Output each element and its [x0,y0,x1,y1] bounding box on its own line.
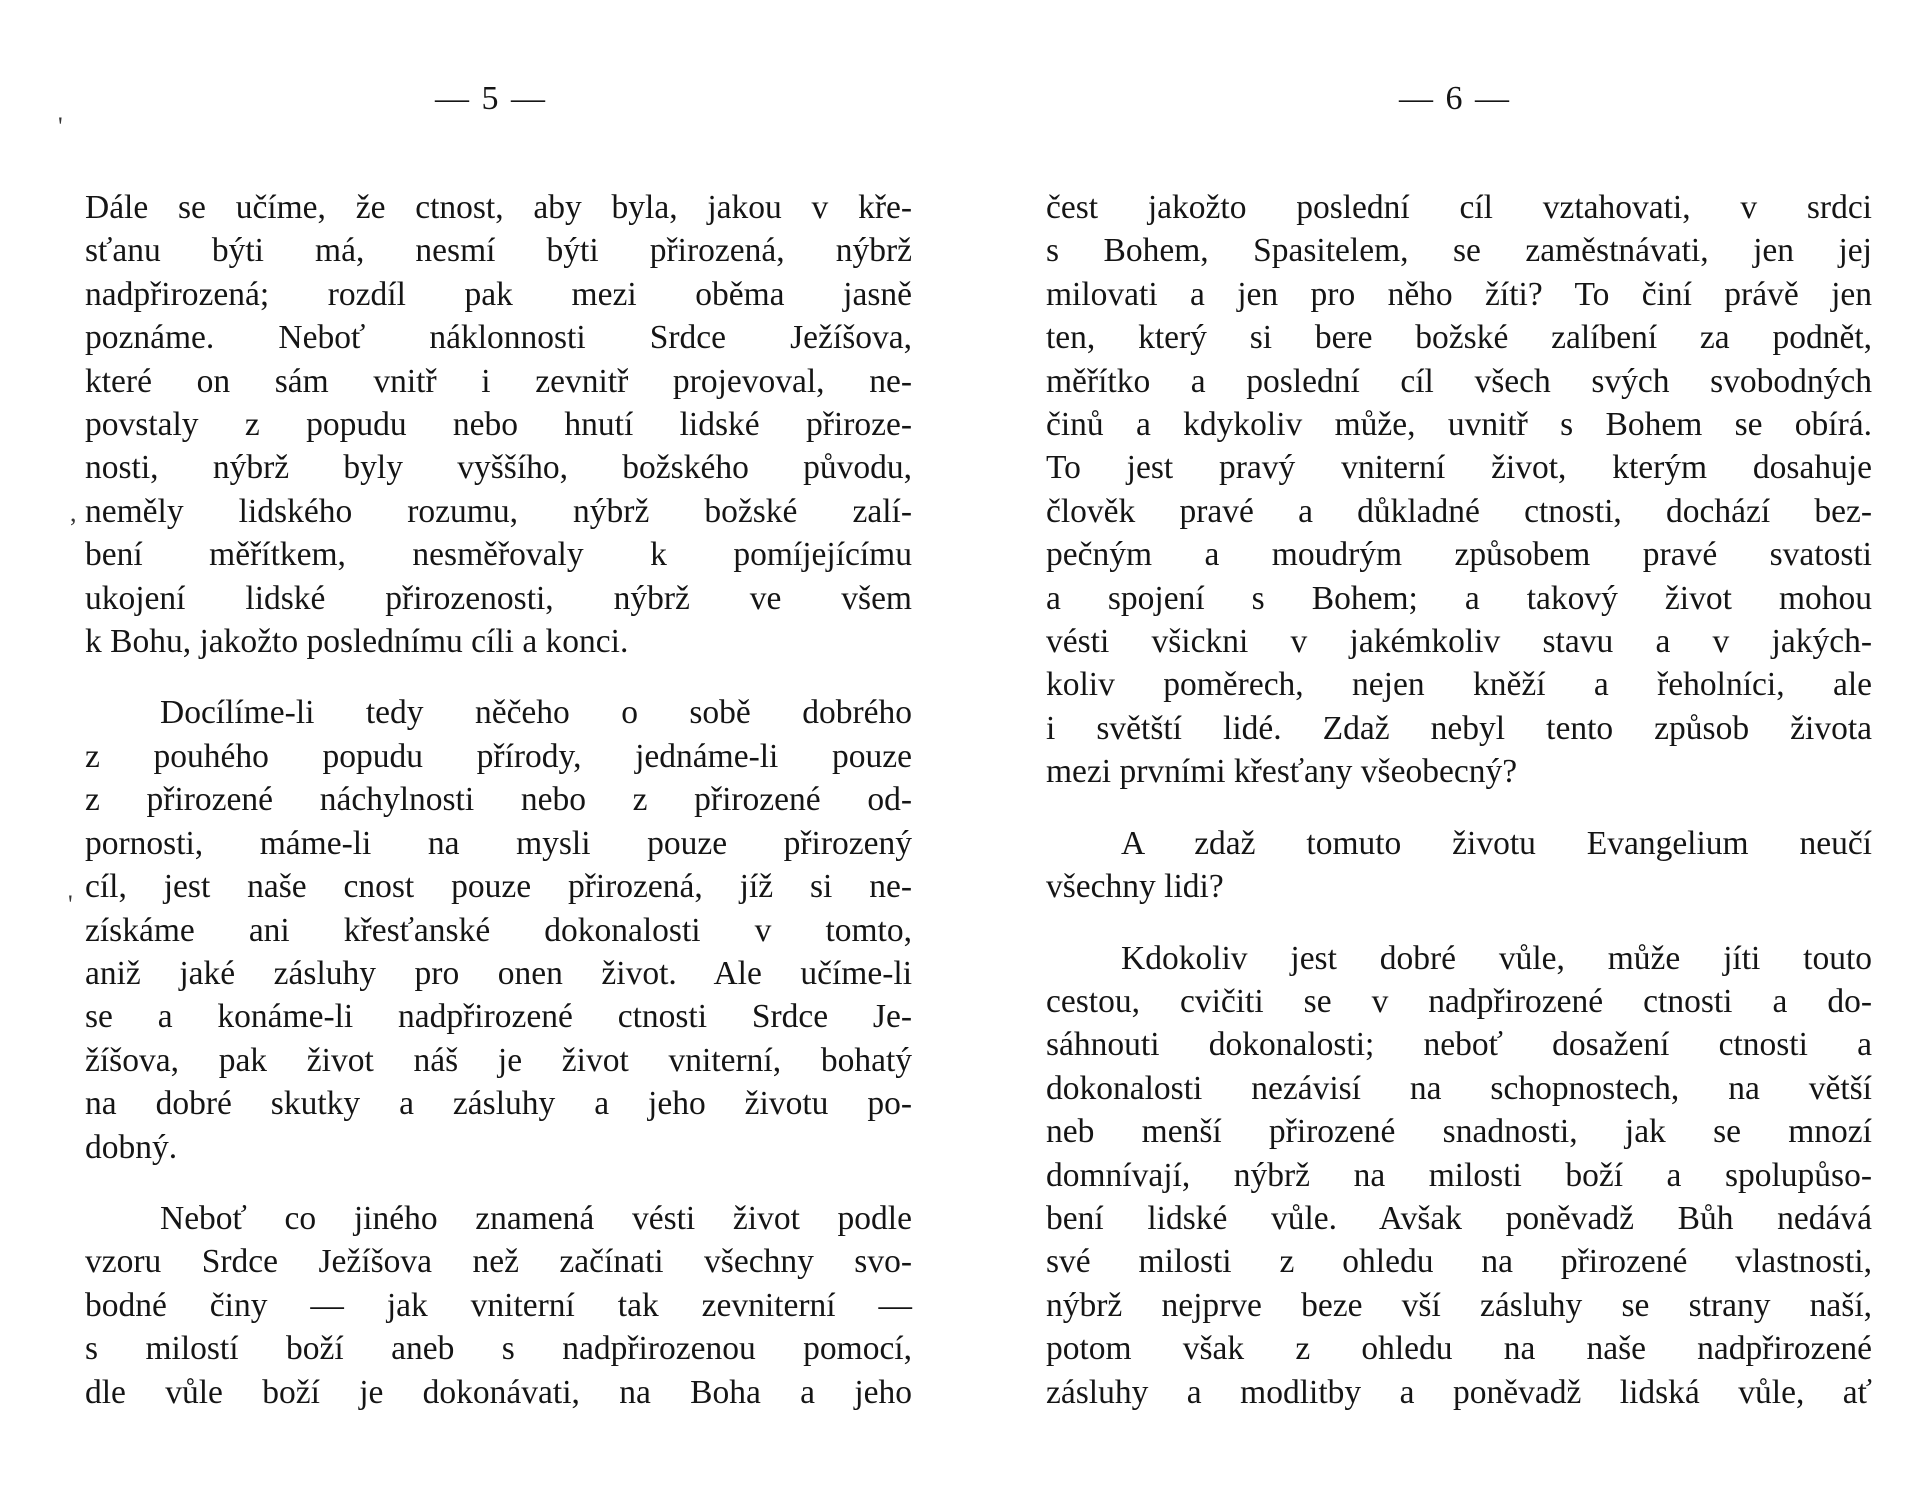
paragraph [85,691,912,1168]
text-line: potom však z ohledu na naše nadpřirozené [1046,1330,1872,1368]
paragraph-gap [85,663,912,691]
text-line: a spojení s Bohem; a takový život mohou [1046,579,1872,617]
text-line: Kdokoliv jest dobré vůle, může jíti touto [1121,939,1872,977]
text-line: na dobré skutky a zásluhy a jeho životu po- [85,1085,912,1123]
text-line: člověk pravé a důkladné ctnosti, dochází bez- [1046,492,1872,530]
text-line: vzoru Srdce Ježíšova než začínati všechny svo- [85,1243,912,1281]
text-line: cíl, jest naše cnost pouze přirozená, jíž si ne- [85,868,912,906]
text-line: dobný. [85,1128,178,1166]
text-line: i světští lidé. Zdaž nebyl tento způsob života [1046,709,1872,747]
margin-speck: ' [68,890,73,919]
text-line: milovati a jen pro něho žíti? To činí právě jen [1046,275,1872,313]
text-line: získáme ani křesťanské dokonalosti v tomto, [85,911,912,949]
text-line: cestou, cvičiti se v nadpřirozené ctnosti a do- [1046,982,1872,1020]
text-line: se a konáme-li nadpřirozené ctnosti Srdce Je- [85,998,912,1036]
text-line: všechny lidi? [1046,868,1224,906]
paragraph-gap [85,1169,912,1197]
text-line: ten, který si bere božské zalíbení za podnět, [1046,319,1872,357]
margin-speck: , [70,498,77,527]
text-line: Dále se učíme, že ctnost, aby byla, jakou v kře- [85,189,912,226]
text-line: pornosti, máme-li na mysli pouze přirozený [85,824,912,862]
text-line: koliv poměrech, nejen kněží a řeholníci, ale [1046,666,1872,704]
text-line: čest jakožto poslední cíl vztahovati, v srdci [1046,189,1872,226]
text-line: poznáme. Neboť náklonnosti Srdce Ježíšova, [85,319,912,357]
text-line: To jest pravý vniterní život, kterým dosahuje [1046,449,1872,487]
text-line: Docílíme-li tedy něčeho o sobě dobrého [160,694,912,732]
text-line: sáhnouti dokonalosti; neboť dosažení ctnosti a [1046,1026,1872,1064]
text-line: ukojení lidské přirozenosti, nýbrž ve všem [85,579,912,617]
paragraph-gap [1046,794,1872,822]
text-line: neměly lidského rozumu, nýbrž božské zalí- [85,492,912,530]
text-line: žíšova, pak život náš je život vniterní, bohatý [85,1041,912,1079]
paragraph-gap [1046,909,1872,937]
text-line: bodné činy — jak vniterní tak zevniterní — [85,1286,912,1324]
text-line: měřítko a poslední cíl všech svých svobodných [1046,362,1872,400]
text-line: zásluhy a modlitby a poněvadž lidská vůle, ať [1046,1373,1872,1411]
paragraph [1046,822,1872,909]
text-line: nýbrž nejprve beze vší zásluhy se strany naší, [1046,1286,1872,1324]
text-line: dokonalosti nezávisí na schopnostech, na větší [1046,1069,1872,1107]
text-line: povstaly z popudu nebo hnutí lidské přiroze- [85,406,912,444]
text-line: z pouhého popudu přírody, jednáme-li pouze [85,737,912,775]
text-line: činů a kdykoliv může, uvnitř s Bohem se obírá. [1046,406,1872,444]
text-line: bení lidské vůle. Avšak poněvadž Bůh nedává [1046,1199,1872,1237]
text-line: k Bohu, jakožto poslednímu cíli a konci. [85,623,629,661]
paragraph [85,1197,912,1414]
text-line: neb menší přirozené snadnosti, jak se mnozí [1046,1113,1872,1151]
page-number-left: — 5 — [435,80,547,117]
right-page [966,0,1932,1500]
paragraph [85,186,912,663]
text-line: A zdaž tomuto životu Evangelium neučí [1121,824,1872,862]
margin-speck: ' [58,112,63,141]
text-line: aniž jaké zásluhy pro onen život. Ale učíme-li [85,954,912,992]
left-page-text [85,186,912,1414]
text-line: které on sám vnitř i zevnitř projevoval, ne- [85,362,912,400]
text-line: své milosti z ohledu na přirozené vlastnosti, [1046,1243,1872,1281]
text-line: s milostí boží aneb s nadpřirozenou pomocí, [85,1330,912,1368]
text-line: s Bohem, Spasitelem, se zaměstnávati, jen jej [1046,232,1872,270]
paragraph [1046,937,1872,1414]
page-number-right: — 6 — [1399,80,1511,117]
right-page-text [1046,186,1872,1414]
text-line: sťanu býti má, nesmí býti přirozená, nýbrž [85,232,912,270]
text-line: vésti všickni v jakémkoliv stavu a v jakých- [1046,623,1872,661]
text-line: bení měřítkem, nesměřovaly k pomíjejícímu [85,536,912,574]
text-line: dle vůle boží je dokonávati, na Boha a jeho [85,1373,912,1411]
text-line: pečným a moudrým způsobem pravé svatosti [1046,536,1872,574]
paragraph [1046,186,1872,794]
text-line: Neboť co jiného znamená vésti život podle [160,1199,912,1237]
text-line: nosti, nýbrž byly vyššího, božského původu, [85,449,912,487]
text-line: nadpřirozená; rozdíl pak mezi oběma jasně [85,275,912,313]
text-line: domnívají, nýbrž na milosti boží a spolupůso- [1046,1156,1872,1194]
text-line: mezi prvními křesťany všeobecný? [1046,753,1518,791]
text-line: z přirozené náchylnosti nebo z přirozené od- [85,781,912,819]
